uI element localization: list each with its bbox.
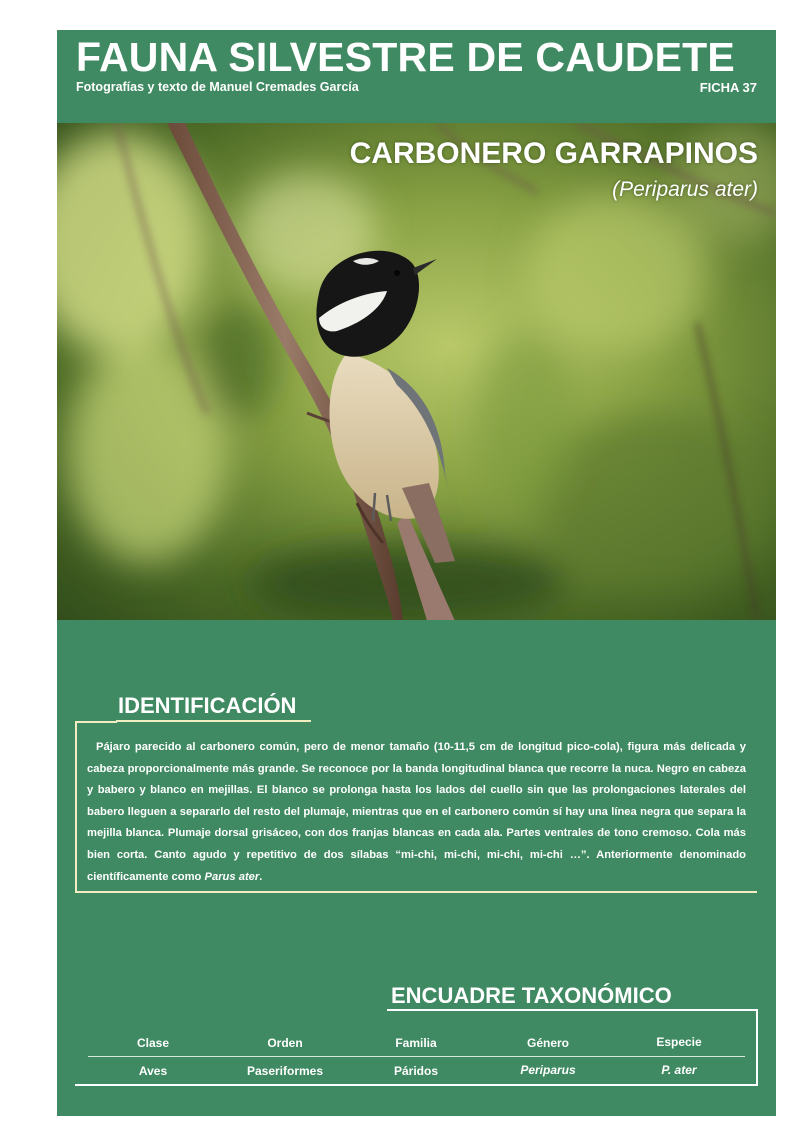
taxonomy-header-orden: Orden [267,1036,303,1050]
taxonomy-header-familia: Familia [395,1036,437,1050]
taxonomy-value-familia: Páridos [393,1064,438,1078]
sheet-header [57,30,776,123]
taxonomy-value-clase: Aves [138,1064,168,1078]
taxonomy-heading: ENCUADRE TAXONÓMICO [391,983,672,1008]
taxonomy-divider [88,1056,745,1057]
former-scientific-name: Parus ater [204,870,260,883]
bird-photo [57,123,776,620]
taxonomy-value-orden: Paseriformes [246,1064,324,1078]
series-title: FAUNA SILVESTRE DE CAUDETE [76,34,735,80]
identification-text [87,737,746,888]
species-common-name: CARBONERO GARRAPINOS [349,137,758,170]
taxonomy-header-especie: Especie [656,1035,702,1049]
identification-text-end: . [259,870,263,883]
sheet-number: FICHA 37 [699,80,757,95]
credits-line: Fotografías y texto de Manuel Cremades García [76,80,359,94]
taxonomy-value-especie: P. ater [661,1063,697,1077]
taxonomy-value-genero: Periparus [520,1063,576,1077]
identification-heading: IDENTIFICACIÓN [118,693,297,718]
identification-text-body: Pájaro parecido al carbonero común, pero de menor tamaño (10-11,5 cm de longitud pico-cola), figura más delicada y cabeza proporcionalmente más grande. Se reconoce por la banda longitudinal blanca que recorre la nuca. Negro en cabeza y babero y blanco en mejillas. El blanco se prolonga hasta los lados del cuello sin que las prolongaciones laterales del babero lleguen a separarlo del resto del plumaje, mientras que en el carbonero común sí hay una línea negra que separa la mejilla blanca. Plumaje dorsal grisáceo, con dos franjas blancas en cada ala. Partes ventrales de tono cremoso. Cola más bien corta. Canto agudo y repetitivo de dos sílabas “mi-chi, mi-chi, mi-chi, mi-chi …”. Anteriormente denominado científicamente como [87,741,746,883]
species-scientific-name: (Periparus ater) [612,178,758,201]
fact-sheet [57,30,776,1116]
taxonomy-header-genero: Género [526,1036,569,1050]
taxonomy-header-clase: Clase [136,1036,170,1050]
